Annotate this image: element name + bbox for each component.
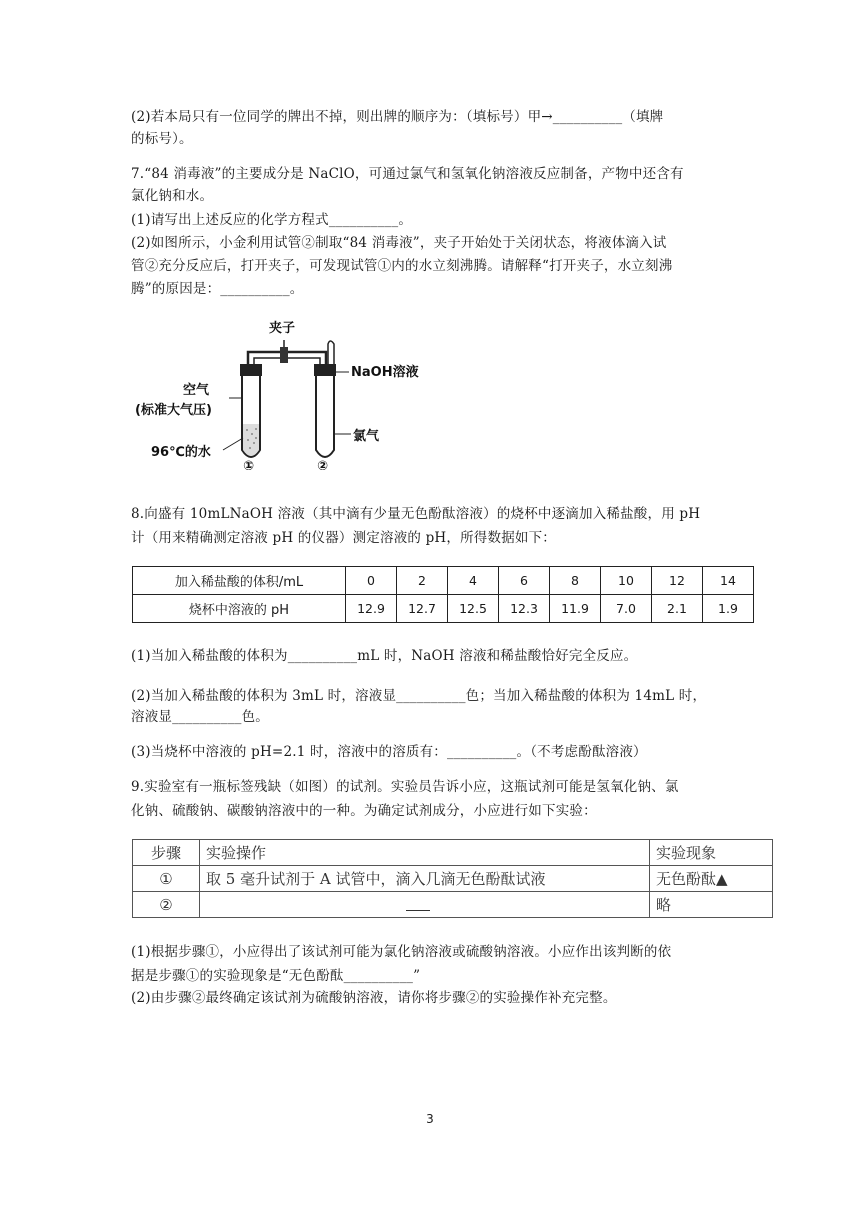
experiment-table (132, 839, 773, 918)
table-cell: 取 5 毫升试剂于 A 试管中，滴入几滴无色酚酞试液 (200, 866, 650, 892)
apparatus-figure (131, 312, 451, 470)
table-cell: 12.7 (397, 595, 448, 623)
label-water: 96℃的水 (151, 445, 211, 460)
table-cell: ② (133, 892, 200, 918)
table-cell: 12.3 (499, 595, 550, 623)
table-cell: 6 (499, 567, 550, 595)
table-row (133, 595, 754, 623)
q7-part2-line2: 管②充分反应后，打开夹子，可发现试管①内的水立刻沸腾。请解释“打开夹子，水立刻沸 (131, 258, 673, 274)
label-clamp: 夹子 (269, 321, 296, 336)
q9-line2: 化钠、硫酸钠、碳酸钠溶液中的一种。为确定试剂成分，小应进行如下实验： (131, 803, 597, 819)
table-cell: 11.9 (550, 595, 601, 623)
page-number: 3 (426, 1112, 434, 1126)
table-cell: ① (133, 866, 200, 892)
table-header-phenomenon: 实验现象 (650, 840, 773, 866)
table-cell: 14 (703, 567, 754, 595)
q6-part2-line2: 的标号）。 (131, 131, 193, 147)
q7-line1: 7.“84 消毒液”的主要成分是 NaClO，可通过氯气和氢氧化钠溶液反应制备，产物中还含有 (131, 166, 684, 182)
table-header-operation: 实验操作 (200, 840, 650, 866)
table-cell: 2 (397, 567, 448, 595)
table-header-step: 步骤 (133, 840, 200, 866)
table-header-volume: 加入稀盐酸的体积/mL (133, 567, 346, 595)
q9-part1-line1: (1)根据步骤①，小应得出了该试剂可能为氯化钠溶液或硫酸钠溶液。小应作出该判断的依 (131, 944, 672, 960)
table-row (133, 567, 754, 595)
label-naoh: NaOH溶液 (351, 365, 419, 380)
q7-line2: 氯化钠和水。 (131, 188, 214, 204)
test-tube-2 (316, 376, 334, 457)
table-row (133, 892, 773, 918)
ph-data-table (132, 566, 754, 623)
table-cell: 2.1 (652, 595, 703, 623)
label-air: 空气 (183, 383, 210, 398)
table-cell: 7.0 (601, 595, 652, 623)
q9-line1: 9.实验室有一瓶标签残缺（如图）的试剂。实验员告诉小应，这瓶试剂可能是氢氧化钠、氯 (131, 779, 679, 795)
stopper-1 (240, 364, 262, 376)
q8-part2-line1: (2)当加入稀盐酸的体积为 3mL 时，溶液显__________色；当加入稀盐酸的体积为 14mL 时， (131, 688, 707, 704)
table-cell: 12.5 (448, 595, 499, 623)
q9-part2: (2)由步骤②最终确定该试剂为硫酸钠溶液，请你将步骤②的实验操作补充完整。 (131, 990, 617, 1006)
q7-part2-line1: (2)如图所示，小金利用试管②制取“84 消毒液”，夹子开始处于关闭状态，将液体滴入试 (131, 235, 667, 251)
stopper-2 (314, 364, 336, 376)
answer-blank (406, 894, 430, 911)
table-cell: 10 (601, 567, 652, 595)
q7-part2-line3: 腾”的原因是：__________。 (131, 281, 304, 297)
q8-line1: 8.向盛有 10mLNaOH 溶液（其中滴有少量无色酚酞溶液）的烧杯中逐滴加入稀盐酸，用 pH (131, 506, 701, 522)
table-row (133, 866, 773, 892)
blank-operation-cell (200, 892, 650, 918)
table-row (133, 840, 773, 866)
table-cell: 1.9 (703, 595, 754, 623)
table-cell: 12 (652, 567, 703, 595)
table-cell: 12.9 (346, 595, 397, 623)
table-cell: 无色酚酞▲ (650, 866, 773, 892)
q9-part1-line2: 据是步骤①的实验现象是“无色酚酞__________” (131, 968, 421, 984)
q8-part2-line2: 溶液显__________色。 (131, 709, 269, 725)
label-chlorine: 氯气 (353, 429, 380, 444)
label-tube-2: ② (317, 459, 329, 470)
q7-part1: (1)请写出上述反应的化学方程式__________。 (131, 212, 413, 228)
q8-part3: (3)当烧杯中溶液的 pH=2.1 时，溶液中的溶质有：__________。（不考虑酚酞溶液） (131, 744, 647, 760)
apparatus-diagram (131, 312, 451, 470)
table-cell: 略 (650, 892, 773, 918)
q8-part1: (1)当加入稀盐酸的体积为__________mL 时，NaOH 溶液和稀盐酸恰好完全反应。 (131, 648, 638, 664)
label-tube-1: ① (243, 459, 255, 470)
q8-line2: 计（用来精确测定溶液 pH 的仪器）测定溶液的 pH，所得数据如下： (131, 530, 557, 546)
label-atm: (标准大气压) (135, 403, 212, 418)
table-cell: 8 (550, 567, 601, 595)
table-cell: 0 (346, 567, 397, 595)
q6-part2-line1: (2)若本局只有一位同学的牌出不掉，则出牌的顺序为：（填标号）甲→__________（填牌 (131, 109, 664, 125)
table-cell: 4 (448, 567, 499, 595)
clamp-icon (280, 347, 288, 363)
table-header-ph: 烧杯中溶液的 pH (133, 595, 346, 623)
